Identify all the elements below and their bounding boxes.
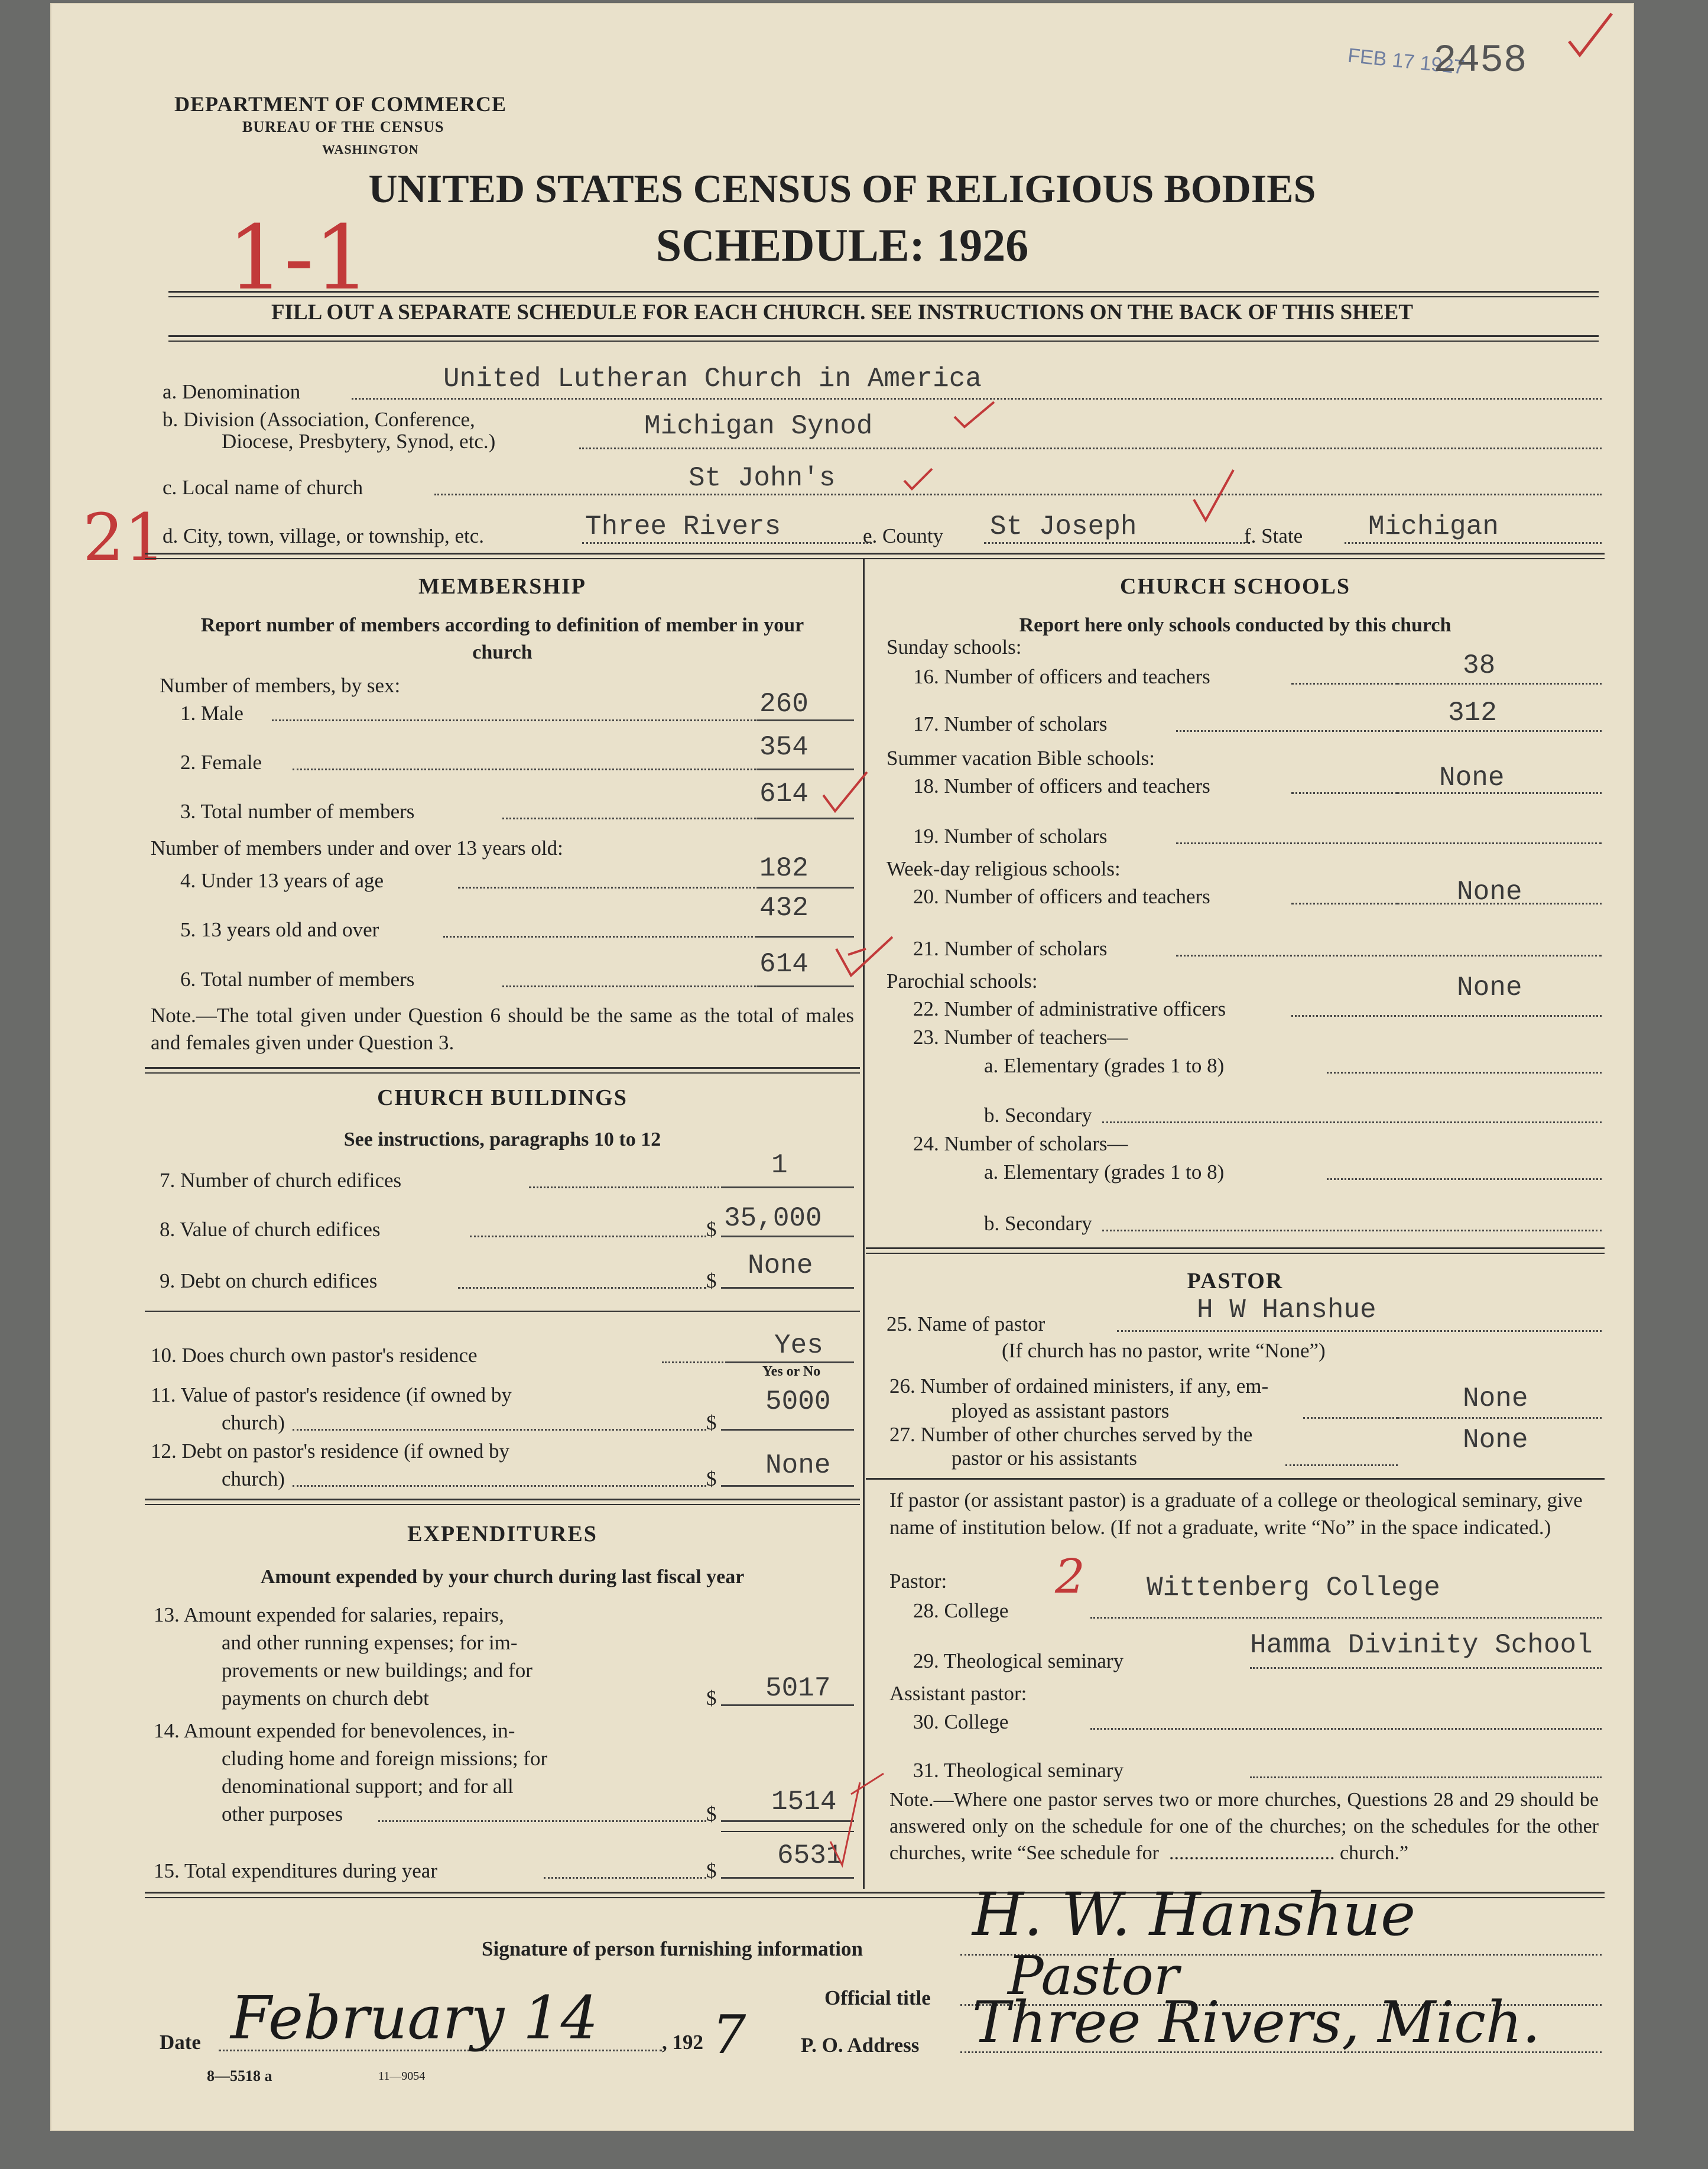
department-name: DEPARTMENT OF COMMERCE [174, 92, 507, 116]
pastor-title: PASTOR [1187, 1269, 1284, 1293]
q19-dots [1176, 842, 1602, 844]
q12-dots [293, 1485, 706, 1487]
q15-total-value[interactable]: 6531 [777, 1840, 843, 1871]
q2-female-value[interactable]: 354 [759, 732, 808, 763]
q22-label: 22. Number of administrative officers [913, 997, 1226, 1020]
membership-note: Note.—The total given under Question 6 should be the same as the total of males and females given under Question 3. [151, 1004, 854, 1055]
q10-dots [662, 1361, 727, 1363]
q17-field [1398, 730, 1602, 732]
pastor-sublabel: Pastor: [889, 1570, 947, 1593]
q13-line3: provements or new buildings; and for [222, 1659, 532, 1682]
q14-line2: cluding home and foreign missions; for [222, 1747, 548, 1770]
county-value[interactable]: St Joseph [990, 511, 1137, 542]
date-label: Date [160, 2031, 201, 2054]
q2-label: 2. Female [180, 751, 262, 774]
q19-label: 19. Number of scholars [913, 825, 1108, 848]
q23a-label: a. Elementary (grades 1 to 8) [984, 1054, 1225, 1077]
q23-label: 23. Number of teachers— [913, 1026, 1128, 1049]
q31-line [1250, 1776, 1602, 1778]
q11-value[interactable]: 5000 [765, 1386, 831, 1417]
q26-label: 26. Number of ordained ministers, if any, em- [889, 1374, 1269, 1398]
q12-field [721, 1485, 854, 1487]
members-by-sex-label: Number of members, by sex: [160, 674, 401, 697]
q24a-label: a. Elementary (grades 1 to 8) [984, 1160, 1225, 1184]
q4-under13-value[interactable]: 182 [759, 853, 808, 884]
q23b-dots [1102, 1121, 1602, 1123]
q8-dollar-sign: $ [706, 1218, 717, 1241]
official-title-value[interactable]: Pastor [1008, 1945, 1179, 2007]
city-value[interactable]: Three Rivers [585, 511, 781, 542]
denomination-value[interactable]: United Lutheran Church in America [443, 364, 982, 394]
q1-field [756, 719, 854, 721]
q13-value[interactable]: 5017 [765, 1673, 831, 1704]
q15-label: 15. Total expenditures during year [154, 1859, 437, 1882]
local-name-line [434, 494, 1602, 495]
q14-dollar-sign: $ [706, 1802, 717, 1826]
check-mark-icon [952, 396, 999, 432]
q11-field [721, 1429, 854, 1431]
q24b-dots [1102, 1230, 1602, 1231]
sunday-schools-label: Sunday schools: [887, 636, 1022, 659]
q15-field [721, 1877, 854, 1879]
county-line [984, 542, 1250, 544]
q14-value[interactable]: 1514 [771, 1787, 837, 1817]
q3-dots [502, 818, 759, 819]
buildings-mid-rule [145, 1311, 860, 1312]
q17-dots [1176, 730, 1398, 732]
q7-edifices-value[interactable]: 1 [771, 1150, 788, 1181]
membership-title: MEMBERSHIP [418, 574, 586, 599]
q29-label: 29. Theological seminary [913, 1649, 1124, 1672]
year-prefix: , 192 [662, 2031, 703, 2054]
county-label: e. County [863, 524, 944, 547]
form-number: 8—5518 a [207, 2067, 272, 2084]
summer-schools-label: Summer vacation Bible schools: [887, 747, 1155, 770]
q8-dots [470, 1236, 706, 1237]
q22-dots [1291, 1015, 1602, 1017]
church-buildings-title: CHURCH BUILDINGS [377, 1085, 628, 1110]
pastor-note: Note.—Where one pastor serves two or more churches, Questions 28 and 29 should be answered only on the schedule for one of the churches; on the schedules for the other churches, write “See schedule for ................................. church.” [889, 1789, 1599, 1864]
q5-over13-value[interactable]: 432 [759, 893, 808, 923]
division-label: b. Division (Association, Conference, [163, 408, 475, 431]
q18-dots [1291, 792, 1398, 794]
signature-value[interactable]: H. W. Hanshue [972, 1880, 1416, 1949]
schools-bottom-rule [866, 1247, 1605, 1254]
weekday-schools-label: Week-day religious schools: [887, 857, 1121, 880]
q27-dots [1285, 1464, 1398, 1466]
q9-dollar-sign: $ [706, 1269, 717, 1292]
q20-dots [1291, 903, 1398, 904]
q26-field [1398, 1417, 1602, 1419]
q25-pastor-name[interactable]: H W Hanshue [1197, 1295, 1376, 1325]
parochial-schools-label: Parochial schools: [887, 970, 1038, 993]
q11-dots [293, 1429, 706, 1431]
expenditures-subtitle: Amount expended by your church during last fiscal year [260, 1566, 745, 1588]
check-mark-icon [1191, 464, 1238, 529]
received-date-stamp: FEB 17 1927 [1346, 44, 1466, 79]
q11-label-2: church) [222, 1411, 285, 1434]
q1-male-value[interactable]: 260 [759, 689, 808, 719]
q10-label: 10. Does church own pastor's residence [151, 1344, 478, 1367]
state-line [1345, 542, 1602, 544]
city-line [582, 542, 872, 544]
q23a-dots [1327, 1072, 1602, 1074]
schedule-year: SCHEDULE: 1926 [655, 219, 1029, 271]
po-address-value[interactable]: Three Rivers, Mich. [972, 1989, 1541, 2055]
q26-dots [1303, 1417, 1398, 1419]
membership-subtitle: Report number of members according to definition of member in your church [200, 614, 804, 663]
q7-label: 7. Number of church edifices [160, 1169, 402, 1192]
parochial-value[interactable]: None [1457, 972, 1522, 1003]
q11-dollar-sign: $ [706, 1411, 717, 1434]
q31-label: 31. Theological seminary [913, 1759, 1124, 1782]
q26-label-2: ployed as assistant pastors [952, 1399, 1170, 1422]
q28-college-value[interactable]: Wittenberg College [1147, 1573, 1440, 1603]
q13-dollar-sign: $ [706, 1687, 717, 1710]
pastor-code: 2 [1055, 1549, 1085, 1604]
signature-label: Signature of person furnishing information [482, 1937, 863, 1960]
q12-debt-value[interactable]: None [765, 1450, 831, 1481]
date-value[interactable]: February 14 [230, 1983, 599, 2053]
q9-field [721, 1287, 854, 1289]
q10-hint: Yes or No [762, 1364, 821, 1379]
q9-debt-value[interactable]: None [748, 1250, 813, 1281]
division-label-2: Diocese, Presbytery, Synod, etc.) [222, 430, 496, 453]
graduate-instructions: If pastor (or assistant pastor) is a graduate of a college or theological seminary, give name of institution below. (If not a graduate, write “No” in the space indicated.) [889, 1489, 1583, 1539]
buildings-bottom-rule [145, 1499, 860, 1505]
q16-dots [1291, 683, 1398, 685]
q6-dots [502, 985, 759, 987]
q2-dots [293, 769, 759, 770]
q14-dots [378, 1820, 706, 1822]
q25-label: 25. Name of pastor [887, 1312, 1045, 1335]
identity-bottom-rule [145, 553, 1605, 559]
division-value[interactable]: Michigan Synod [644, 411, 873, 442]
q20-value[interactable]: None [1457, 877, 1522, 907]
q3-label: 3. Total number of members [180, 800, 415, 823]
q4-label: 4. Under 13 years of age [180, 869, 384, 892]
q26-value[interactable]: None [1463, 1383, 1528, 1414]
q13-line4: payments on church debt [222, 1687, 429, 1710]
q17-value[interactable]: 312 [1448, 698, 1497, 728]
q4-field [756, 887, 854, 889]
q11-label: 11. Value of pastor's residence (if owned by [151, 1383, 512, 1406]
form-title: UNITED STATES CENSUS OF RELIGIOUS BODIES [368, 166, 1316, 211]
assistant-pastor-sublabel: Assistant pastor: [889, 1682, 1027, 1705]
po-address-label: P. O. Address [801, 2034, 920, 2057]
q18-value[interactable]: None [1439, 763, 1505, 793]
q20-label: 20. Number of officers and teachers [913, 885, 1210, 908]
local-name-label: c. Local name of church [163, 476, 363, 499]
q21-dots [1176, 955, 1602, 957]
q9-dots [458, 1287, 706, 1289]
church-buildings-subtitle: See instructions, paragraphs 10 to 12 [343, 1129, 661, 1150]
q27-label: 27. Number of other churches served by the [889, 1423, 1253, 1446]
q18-label: 18. Number of officers and teachers [913, 774, 1210, 797]
red-code-mark: 1-1 [228, 207, 371, 310]
census-schedule-sheet [50, 3, 1634, 2131]
q12-label: 12. Debt on pastor's residence (if owned by [151, 1439, 509, 1463]
q25-line [1117, 1330, 1602, 1332]
q12-dollar-sign: $ [706, 1467, 717, 1490]
check-mark-icon [1563, 9, 1616, 62]
red-side-code: 21 [83, 500, 165, 575]
q25-hint: (If church has no pastor, write “None”) [1002, 1339, 1326, 1362]
q9-label: 9. Debt on church edifices [160, 1269, 378, 1292]
q5-label: 5. 13 years old and over [180, 918, 379, 941]
q6-field [756, 985, 854, 987]
print-number: 11—9054 [378, 2070, 426, 2083]
q21-label: 21. Number of scholars [913, 937, 1108, 960]
q30-line [1090, 1728, 1602, 1730]
q27-label-2: pastor or his assistants [952, 1447, 1138, 1470]
header-bottom-rule [168, 335, 1599, 342]
q4-dots [458, 887, 759, 889]
q10-residence-value[interactable]: Yes [774, 1330, 823, 1361]
q23b-label: b. Secondary [984, 1104, 1092, 1127]
q16-value[interactable]: 38 [1463, 650, 1496, 681]
q16-label: 16. Number of officers and teachers [913, 665, 1210, 688]
q12-label-2: church) [222, 1467, 285, 1490]
expenditures-title: EXPENDITURES [407, 1522, 598, 1546]
q14-line4: other purposes [222, 1802, 343, 1826]
q8-value-edifices[interactable]: 35,000 [724, 1203, 822, 1234]
q8-label: 8. Value of church edifices [160, 1218, 381, 1241]
q13-line2: and other running expenses; for im- [222, 1631, 518, 1654]
membership-bottom-rule [145, 1067, 860, 1074]
q14-line1: 14. Amount expended for benevolences, in- [154, 1719, 515, 1742]
q15-dollar-sign: $ [706, 1859, 717, 1882]
state-value[interactable]: Michigan [1368, 511, 1499, 542]
state-label: f. State [1244, 524, 1303, 547]
check-mark-icon [901, 464, 937, 494]
q6-total-value[interactable]: 614 [759, 949, 808, 980]
official-title-label: Official title [824, 1986, 931, 2009]
q24a-dots [1327, 1178, 1602, 1180]
q10-field [727, 1361, 854, 1363]
schedule-number: 2458 [1433, 38, 1527, 83]
city-label: d. City, town, village, or township, etc. [163, 524, 485, 547]
q17-label: 17. Number of scholars [913, 712, 1108, 735]
q15-dots [544, 1877, 706, 1879]
q29-seminary-value[interactable]: Hamma Divinity School [1250, 1630, 1593, 1661]
pastor-mid-rule [866, 1478, 1605, 1480]
q5-dots [443, 936, 759, 938]
q1-dots [272, 719, 759, 721]
q29-line [1250, 1667, 1602, 1669]
check-mark-icon [819, 769, 872, 816]
q24-label: 24. Number of scholars— [913, 1132, 1128, 1155]
q13-field [721, 1704, 854, 1706]
column-divider [863, 559, 865, 1889]
q28-label: 28. College [913, 1599, 1009, 1622]
q3-field [756, 818, 854, 819]
q24b-label: b. Secondary [984, 1212, 1092, 1235]
bureau-name: BUREAU OF THE CENSUS [242, 118, 444, 135]
year-digit[interactable]: 7 [712, 2004, 746, 2066]
header-top-rule [168, 291, 1599, 297]
church-schools-title: CHURCH SCHOOLS [1119, 574, 1351, 599]
q6-label: 6. Total number of members [180, 968, 415, 991]
q16-field [1398, 683, 1602, 685]
q1-label: 1. Male [180, 702, 243, 725]
q28-line [1090, 1617, 1602, 1619]
check-mark-icon [819, 1771, 889, 1877]
check-mark-icon [830, 931, 895, 984]
q3-total-value[interactable]: 614 [759, 779, 808, 809]
q14-line3: denominational support; and for all [222, 1775, 514, 1798]
q27-value[interactable]: None [1463, 1425, 1528, 1455]
church-schools-subtitle: Report here only schools conducted by this church [1019, 614, 1452, 636]
instruction-banner: FILL OUT A SEPARATE SCHEDULE FOR EACH CHURCH. SEE INSTRUCTIONS ON THE BACK OF THIS SHEET [271, 300, 1413, 325]
q30-label: 30. College [913, 1710, 1009, 1733]
under-over-label: Number of members under and over 13 years old: [151, 837, 563, 860]
division-line [579, 448, 1602, 449]
q13-line1: 13. Amount expended for salaries, repairs, [154, 1603, 504, 1626]
bureau-city: WASHINGTON [322, 142, 419, 157]
denomination-label: a. Denomination [163, 380, 301, 403]
q7-field [721, 1186, 854, 1188]
q8-field [721, 1236, 854, 1237]
local-name-value[interactable]: St John's [689, 463, 836, 494]
